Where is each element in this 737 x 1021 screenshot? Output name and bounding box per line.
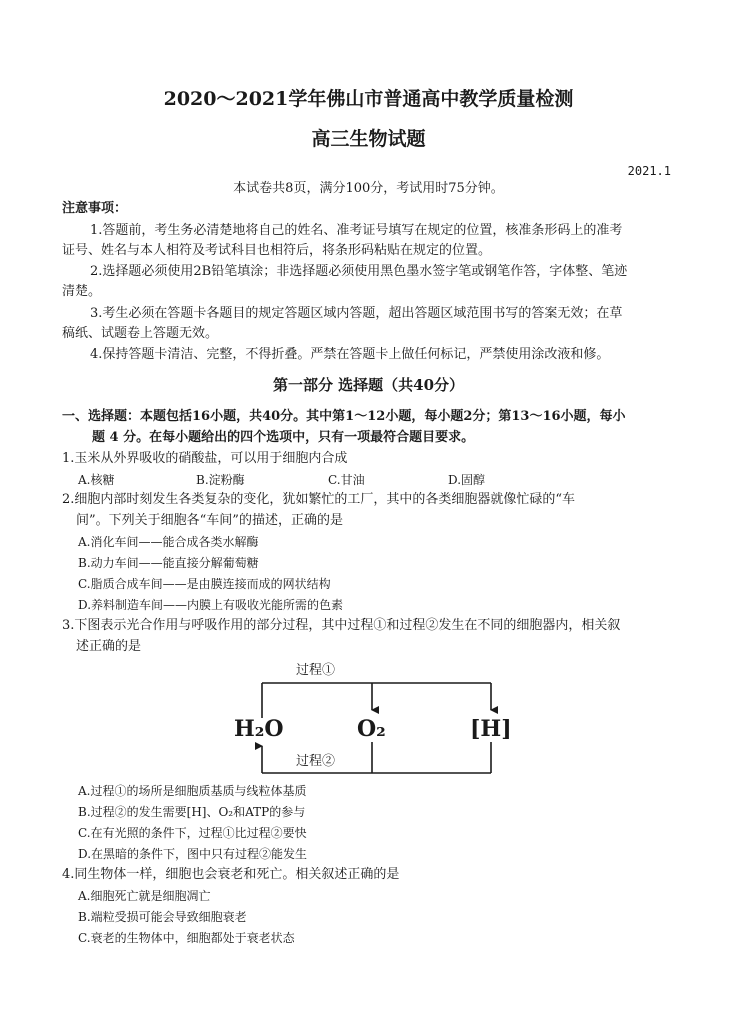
section-instruction-line-2: 题 4 分。在每小题给出的四个选项中，只有一项最符合题目要求。 — [92, 430, 475, 445]
q2-option-c: C.脂质合成车间——是由膜连接而成的网状结构 — [78, 577, 331, 591]
q4-option-b: B.端粒受损可能会导致细胞衰老 — [78, 910, 247, 924]
q4-stem: 4.同生物体一样，细胞也会衰老和死亡。相关叙述正确的是 — [62, 867, 400, 882]
q1-stem: 1.玉米从外界吸收的硝酸盐，可以用于细胞内合成 — [62, 451, 348, 466]
q2-option-a: A.消化车间——能合成各类水解酶 — [78, 535, 259, 549]
note-3-line-1: 3.考生必须在答题卡各题目的规定答题区域内答题，超出答题区域范围书写的答案无效；在草 — [90, 306, 623, 321]
q1-option-a: A.核糖 — [78, 473, 115, 487]
exam-title: 2020～2021学年佛山市普通高中教学质量检测 — [163, 88, 574, 110]
q4-option-c: C.衰老的生物体中，细胞都处于衰老状态 — [78, 931, 295, 945]
exam-date: 2021.1 — [627, 164, 671, 178]
o2-label: O₂ — [357, 716, 386, 742]
exam-intro: 本试卷共8页，满分100分，考试用时75分钟。 — [233, 181, 504, 196]
q3-stem-line-2: 述正确的是 — [76, 639, 142, 654]
note-2-line-2: 清楚。 — [62, 284, 102, 299]
note-3-line-2: 稿纸、试题卷上答题无效。 — [62, 326, 219, 341]
note-4: 4.保持答题卡清洁、完整，不得折叠。严禁在答题卡上做任何标记，严禁使用涂改液和修。 — [90, 347, 610, 362]
h-label: [H] — [470, 716, 512, 742]
q3-option-a: A.过程①的场所是细胞质基质与线粒体基质 — [78, 784, 307, 798]
process1-label: 过程① — [296, 663, 336, 678]
process2-label: 过程② — [296, 754, 336, 769]
q3-stem-line-1: 3.下图表示光合作用与呼吸作用的部分过程，其中过程①和过程②发生在不同的细胞器内，相关叙 — [62, 618, 621, 633]
q2-stem-line-2: 间”。下列关于细胞各“车间”的描述，正确的是 — [76, 513, 343, 528]
q1-option-d: D.固醇 — [448, 473, 486, 487]
q3-option-c: C.在有光照的条件下，过程①比过程②要快 — [78, 826, 307, 840]
q3-option-d: D.在黑暗的条件下，图中只有过程②能发生 — [78, 847, 308, 861]
part-1-title: 第一部分 选择题（共40分） — [272, 376, 465, 394]
note-1-line-1: 1.答题前，考生务必清楚地将自己的姓名、准考证号填写在规定的位置，核准条形码上的准考 — [90, 223, 623, 238]
q3-option-b: B.过程②的发生需要[H]、O₂和ATP的参与 — [78, 805, 306, 819]
q4-option-a: A.细胞死亡就是细胞凋亡 — [78, 889, 211, 903]
q2-option-b: B.动力车间——能直接分解葡萄糖 — [78, 556, 259, 570]
q2-option-d: D.养料制造车间——内膜上有吸收光能所需的色素 — [78, 598, 344, 612]
section-instruction-line-1: 一、选择题：本题包括16小题，共40分。其中第1～12小题，每小题2分；第13～16小题，每小 — [62, 409, 626, 424]
exam-subtitle: 高三生物试题 — [311, 128, 426, 150]
note-2-line-1: 2.选择题必须使用2B铅笔填涂；非选择题必须使用黑色墨水签字笔或钢笔作答，字体整、笔迹 — [90, 264, 628, 279]
h2o-label: H₂O — [234, 716, 284, 742]
notes-heading: 注意事项： — [62, 201, 128, 216]
note-1-line-2: 证号、姓名与本人相符及考试科目也相符后，将条形码粘贴在规定的位置。 — [62, 243, 492, 258]
q1-option-b: B.淀粉酶 — [196, 473, 245, 487]
q2-stem-line-1: 2.细胞内部时刻发生各类复杂的变化，犹如繁忙的工厂，其中的各类细胞器就像忙碌的“车 — [62, 492, 576, 507]
q1-option-c: C.甘油 — [328, 473, 365, 487]
